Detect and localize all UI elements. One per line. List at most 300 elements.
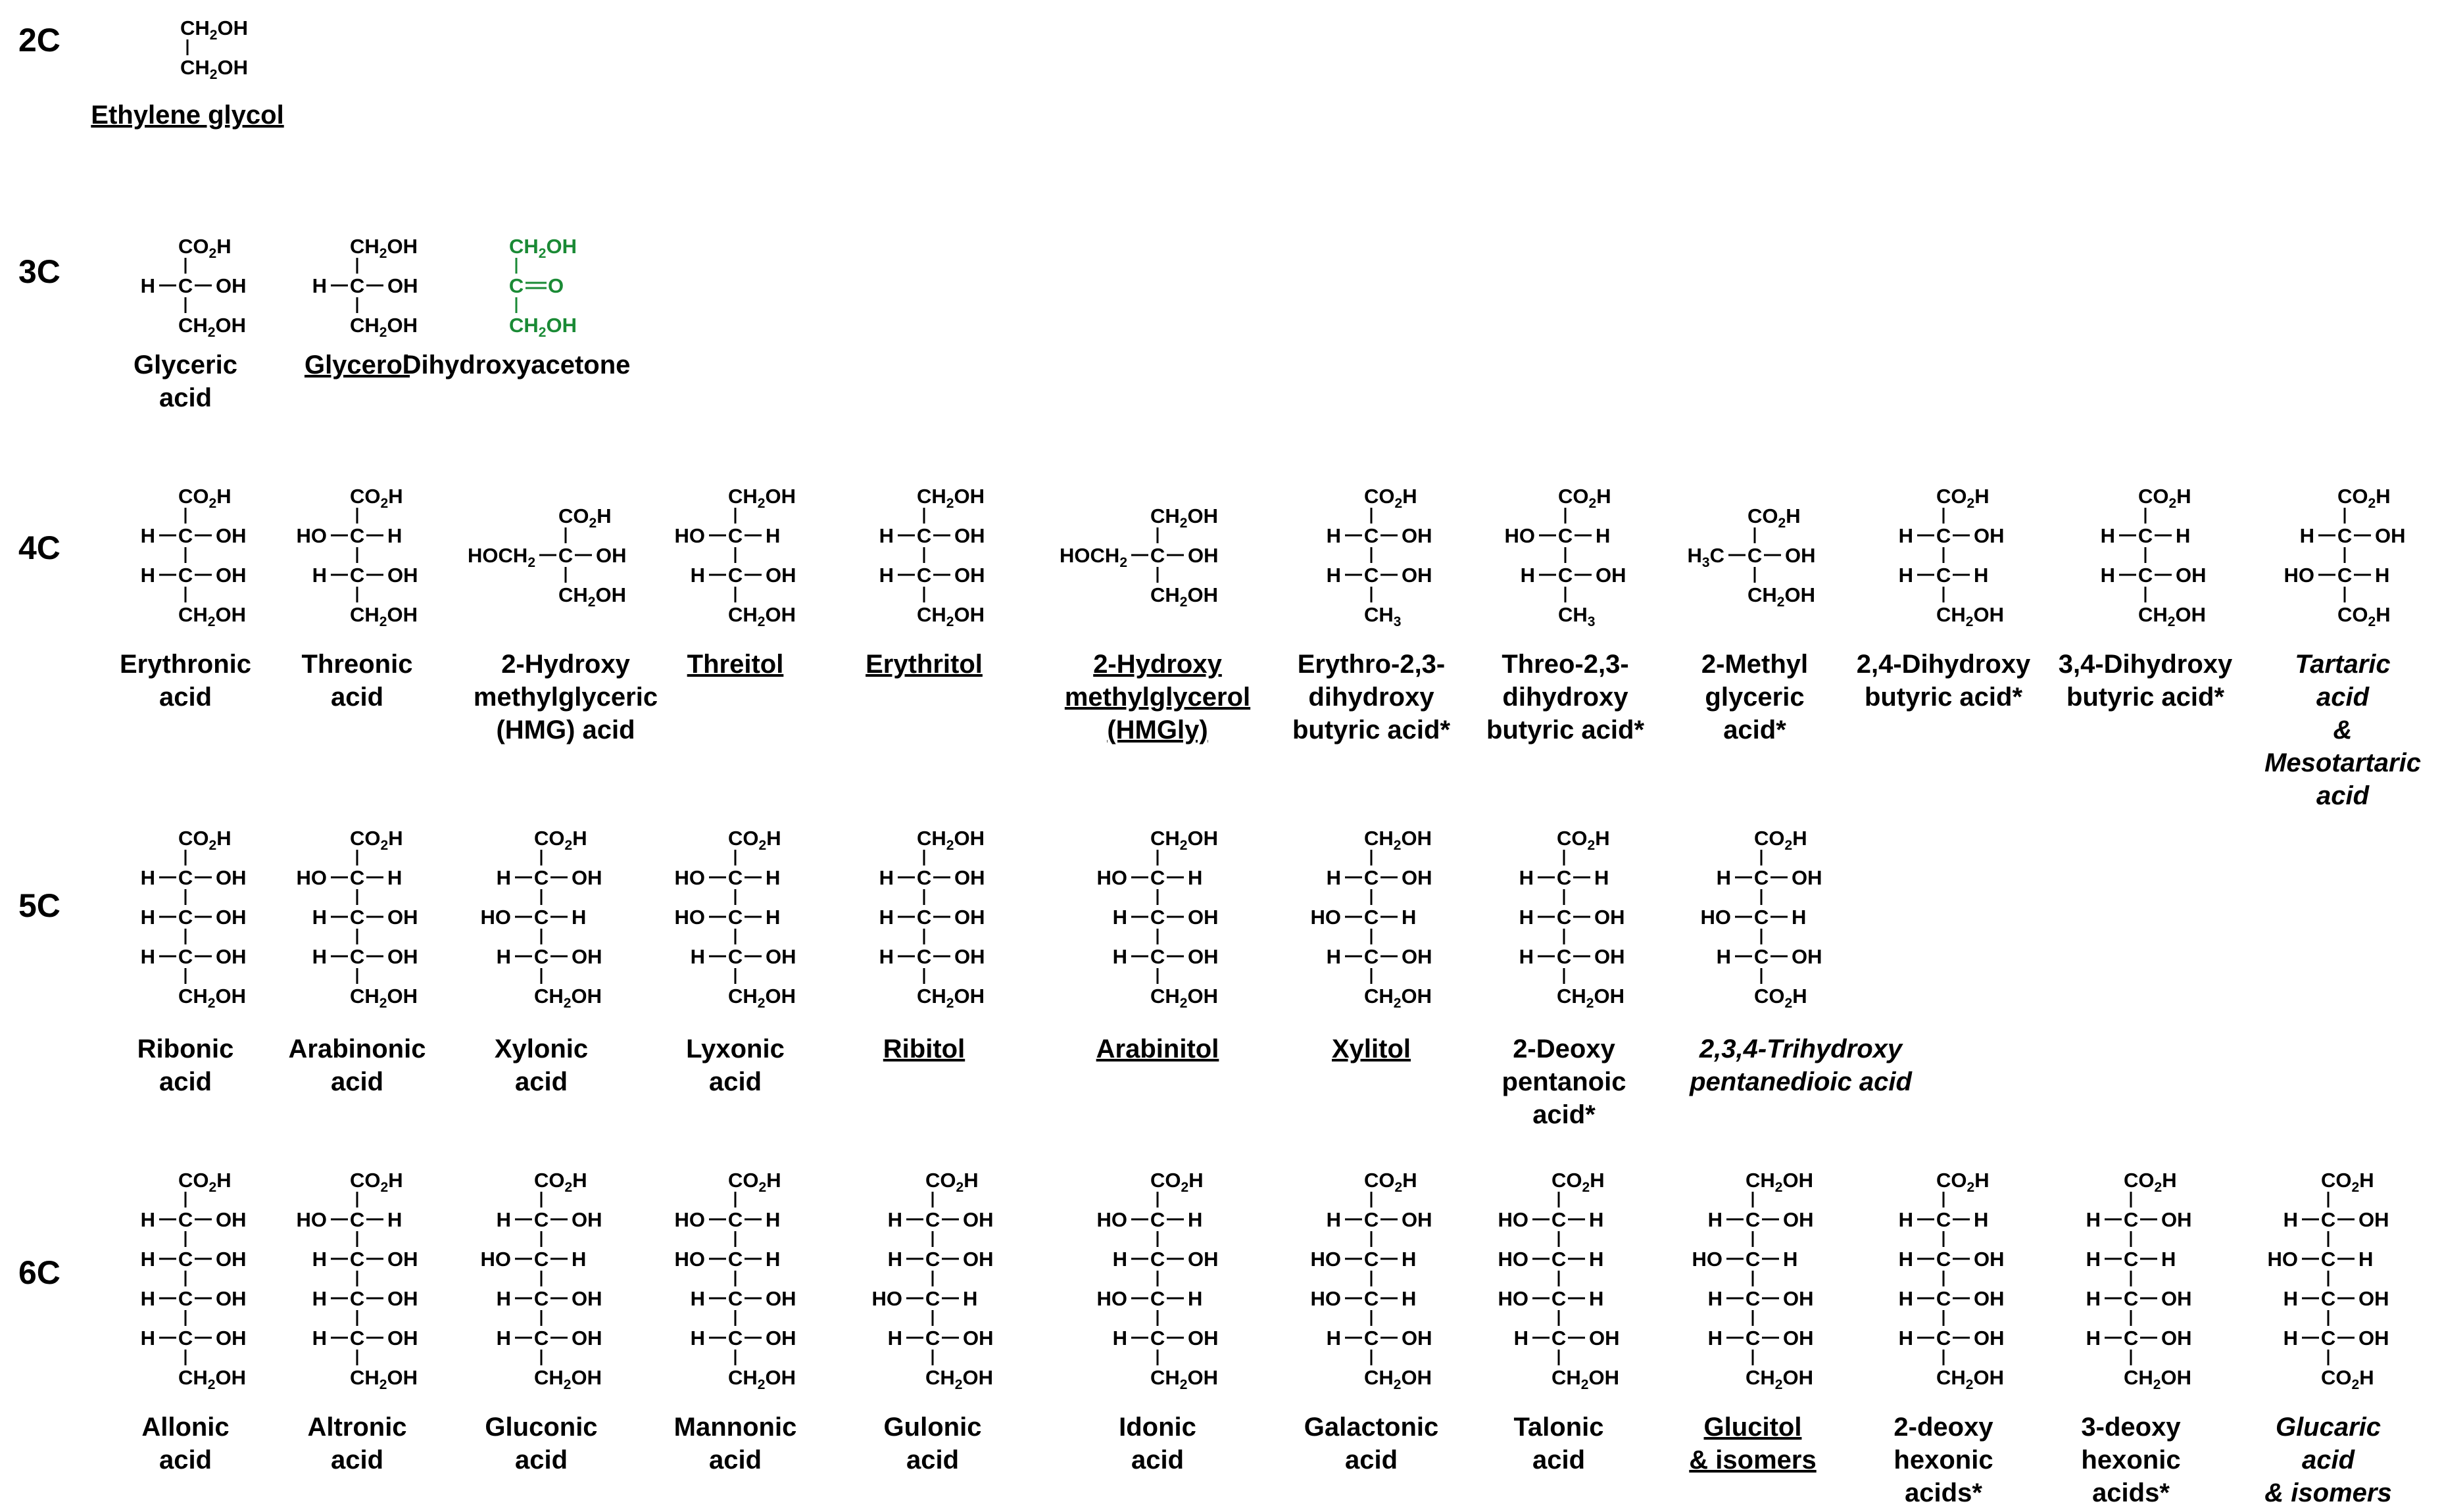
terminal-group: $CH_2OH$ — [1150, 504, 1218, 531]
name-line: hexonic — [1893, 1446, 1993, 1475]
name-line: 2,3,4-Trihydroxy — [1699, 1035, 1903, 1063]
carbon-atom: C — [1363, 866, 1379, 889]
left-substituent: H — [1519, 905, 1534, 929]
carbon-atom: C — [1745, 1247, 1761, 1271]
carbon-atom: C — [2320, 1286, 2336, 1310]
terminal-group: $CO_2H$ — [178, 1168, 232, 1195]
carbon-atom: C — [178, 944, 193, 968]
name-line: Threitol — [687, 650, 784, 679]
terminal-group: $CH_2OH$ — [350, 234, 418, 261]
right-substituent: OH — [2161, 1326, 2192, 1350]
right-substituent: OH — [1594, 905, 1625, 929]
name-trihydroxy-pentanedioic — [1669, 1033, 1932, 1098]
carbon-atom: C — [533, 1326, 549, 1350]
terminal-group: $CO_2H$ — [1747, 504, 1801, 531]
terminal-group: $CO_2H$ — [2124, 1168, 2177, 1195]
terminal-group: $CH_2OH$ — [2138, 602, 2206, 629]
name-line: Threonic — [301, 650, 413, 679]
right-substituent: OH — [216, 1207, 247, 1231]
carbon-atom: C — [727, 1326, 743, 1350]
carbon-atom: C — [349, 905, 365, 929]
right-substituent: OH — [1402, 524, 1432, 547]
left-substituent: H — [140, 905, 155, 929]
left-substituent: H — [690, 1326, 705, 1350]
left-substituent: H — [312, 905, 327, 929]
carbon-atom: C — [558, 543, 574, 567]
carbon-atom: C — [533, 1286, 549, 1310]
left-substituent: H — [1898, 1326, 1913, 1350]
right-substituent: OH — [1589, 1326, 1620, 1350]
left-substituent: HO — [1096, 1286, 1127, 1310]
carbon-atom: C — [178, 905, 193, 929]
right-substituent: OH — [387, 1247, 418, 1271]
name-line: (HMG) acid — [496, 716, 635, 744]
left-substituent: HO — [1700, 905, 1731, 929]
name-line: & — [2333, 716, 2353, 744]
left-substituent: H — [496, 1326, 511, 1350]
terminal-group: $CH_2OH$ — [728, 1365, 796, 1392]
carbon-atom: C — [178, 866, 193, 889]
carbon-atom: C — [508, 274, 524, 297]
right-substituent: OH — [1783, 1207, 1814, 1231]
name-line: acid — [159, 1067, 212, 1096]
terminal-group: $CO_2H$ — [1754, 826, 1807, 853]
terminal-group: $CH_2OH$ — [917, 602, 985, 629]
name-line: Threo-2,3- — [1502, 650, 1629, 679]
left-substituent: HO — [871, 1286, 902, 1310]
right-substituent: OH — [1596, 563, 1626, 587]
carbon-atom: C — [1753, 905, 1769, 929]
carbon-atom: C — [1150, 543, 1165, 567]
right-substituent: OH — [1974, 524, 2005, 547]
carbon-atom: C — [178, 274, 193, 297]
right-substituent: OH — [766, 1326, 796, 1350]
right-substituent: H — [963, 1286, 978, 1310]
right-substituent: H — [766, 1207, 781, 1231]
name-line: Ribitol — [883, 1035, 965, 1063]
terminal-group: $CH_2OH$ — [178, 313, 246, 340]
left-substituent: HO — [1096, 866, 1127, 889]
carbon-atom: C — [349, 1326, 365, 1350]
left-substituent: H — [496, 1286, 511, 1310]
right-substituent: H — [1596, 524, 1611, 547]
carbon-atom: C — [1936, 1326, 1951, 1350]
right-substituent: OH — [1974, 1247, 2005, 1271]
left-substituent: H — [1707, 1286, 1722, 1310]
carbon-atom: C — [727, 1247, 743, 1271]
name-line: Erythronic — [119, 650, 252, 679]
terminal-group: $CH_2OH$ — [509, 234, 577, 261]
right-substituent: OH — [216, 905, 247, 929]
carbon-atom: C — [2337, 563, 2353, 587]
right-substituent: H — [1783, 1247, 1798, 1271]
right-substituent: OH — [1974, 1326, 2005, 1350]
structure-ethylene — [102, 13, 273, 82]
name-line: acid — [159, 1446, 212, 1475]
left-substituent: H — [690, 1286, 705, 1310]
carbon-atom: C — [178, 1286, 193, 1310]
carbon-atom: C — [178, 524, 193, 547]
carbon-atom: C — [727, 563, 743, 587]
right-substituent: OH — [216, 1326, 247, 1350]
oxygen-atom: O — [547, 274, 564, 297]
right-substituent: OH — [2358, 1326, 2389, 1350]
carbon-atom: C — [178, 1207, 193, 1231]
carbon-atom: C — [916, 944, 932, 968]
left-substituent: H — [312, 563, 327, 587]
terminal-group: $CH_2OH$ — [1747, 583, 1815, 610]
terminal-group: $CO_2H$ — [1557, 826, 1610, 853]
left-substituent: $H_3C$ — [1687, 543, 1724, 570]
name-line: acid — [2301, 1446, 2355, 1475]
terminal-group: $CO_2H$ — [2321, 1168, 2374, 1195]
left-substituent: HO — [674, 866, 705, 889]
left-substituent: H — [140, 1247, 155, 1271]
name-line: Gulonic — [883, 1413, 982, 1442]
carbon-atom: C — [1745, 1326, 1761, 1350]
name-line: dihydroxy — [1308, 683, 1434, 712]
terminal-group: $CO_2H$ — [2321, 1365, 2374, 1392]
name-line: Arabinitol — [1096, 1035, 1219, 1063]
carbon-atom: C — [916, 524, 932, 547]
carbon-atom: C — [916, 866, 932, 889]
name-line: 2-Methyl — [1701, 650, 1809, 679]
right-substituent: H — [1589, 1247, 1604, 1271]
right-substituent: OH — [572, 1207, 602, 1231]
left-substituent: H — [1716, 944, 1731, 968]
carbon-atom: C — [1363, 905, 1379, 929]
name-line: Allonic — [141, 1413, 230, 1442]
right-substituent: OH — [2358, 1286, 2389, 1310]
compound-gulonic — [801, 1165, 1064, 1396]
carbon-atom: C — [349, 274, 365, 297]
carbon-atom: C — [1363, 1247, 1379, 1271]
name-line: acid — [514, 1446, 568, 1475]
terminal-group: $CO_2H$ — [350, 826, 403, 853]
carbon-atom: C — [1745, 1286, 1761, 1310]
name-line: Glucaric — [2275, 1413, 2381, 1442]
left-substituent: HO — [1310, 905, 1341, 929]
left-substituent: H — [2086, 1326, 2101, 1350]
right-substituent: OH — [954, 563, 985, 587]
name-line: butyric acid* — [1486, 716, 1645, 744]
terminal-group: $CH_2OH$ — [1364, 826, 1432, 853]
left-substituent: HO — [2283, 563, 2314, 587]
name-line: acid — [2316, 781, 2370, 810]
right-substituent: OH — [2375, 524, 2406, 547]
left-substituent: H — [140, 274, 155, 297]
name-line: acid — [514, 1067, 568, 1096]
left-substituent: H — [1326, 1326, 1341, 1350]
name-line: Gluconic — [485, 1413, 598, 1442]
left-substituent: H — [140, 1326, 155, 1350]
right-substituent: OH — [387, 905, 418, 929]
carbon-atom: C — [1551, 1207, 1567, 1231]
terminal-group: $CH_2OH$ — [2124, 1365, 2191, 1392]
carbon-atom: C — [1150, 1247, 1165, 1271]
name-line: acid — [1131, 1446, 1184, 1475]
right-substituent: H — [766, 524, 781, 547]
left-substituent: H — [140, 563, 155, 587]
right-substituent: OH — [766, 1286, 796, 1310]
right-substituent: OH — [1792, 944, 1822, 968]
right-substituent: H — [1402, 1286, 1417, 1310]
left-substituent: H — [1326, 524, 1341, 547]
carbon-atom: C — [1363, 563, 1379, 587]
carbon-atom: C — [1745, 1207, 1761, 1231]
name-line: Erythritol — [866, 650, 983, 679]
right-substituent: OH — [1792, 866, 1822, 889]
carbon-atom: C — [178, 1326, 193, 1350]
right-substituent: OH — [1188, 905, 1219, 929]
terminal-group: $CH_2OH$ — [350, 1365, 418, 1392]
carbon-atom: C — [1753, 866, 1769, 889]
terminal-group: $CH_2OH$ — [728, 484, 796, 511]
right-substituent: OH — [2161, 1286, 2192, 1310]
right-substituent: OH — [1783, 1286, 1814, 1310]
left-substituent: H — [1326, 1207, 1341, 1231]
row-label-6c: 6C — [18, 1254, 61, 1291]
compound-ribitol — [793, 823, 1056, 1014]
right-substituent: H — [387, 1207, 403, 1231]
right-substituent: H — [1188, 866, 1203, 889]
carbon-atom: C — [1150, 944, 1165, 968]
name-line: 3,4-Dihydroxy — [2058, 650, 2233, 679]
left-substituent: H — [1112, 1247, 1127, 1271]
terminal-group: $CO_2H$ — [558, 504, 612, 531]
right-substituent: OH — [216, 524, 247, 547]
name-line: dihydroxy — [1502, 683, 1628, 712]
left-substituent: H — [1112, 905, 1127, 929]
name-dihydroxyacetone — [385, 349, 648, 381]
right-substituent: OH — [1594, 944, 1625, 968]
right-substituent: OH — [954, 524, 985, 547]
name-line: acid — [159, 683, 212, 712]
terminal-group: $CH_2OH$ — [178, 602, 246, 629]
terminal-group: $CO_2H$ — [178, 234, 232, 261]
left-substituent: H — [2086, 1247, 2101, 1271]
carbon-atom: C — [1936, 524, 1951, 547]
name-line: Altronic — [307, 1413, 407, 1442]
carbon-atom: C — [727, 1286, 743, 1310]
name-line: acids* — [1905, 1478, 1982, 1507]
right-substituent: H — [1974, 1207, 1989, 1231]
terminal-group: $CH_2OH$ — [558, 583, 626, 610]
name-line: & isomers — [2264, 1478, 2392, 1507]
right-substituent: OH — [216, 1247, 247, 1271]
right-substituent: OH — [766, 563, 796, 587]
left-substituent: HO — [296, 524, 327, 547]
name-line: Glucitol — [1703, 1413, 1802, 1442]
carbon-atom: C — [349, 524, 365, 547]
terminal-group: $CH_3$ — [1364, 602, 1402, 629]
left-substituent: H — [496, 944, 511, 968]
right-substituent: OH — [1402, 563, 1432, 587]
terminal-group: $CO_2H$ — [2337, 602, 2391, 629]
left-substituent: HO — [1692, 1247, 1722, 1271]
right-substituent: OH — [1402, 1326, 1432, 1350]
right-substituent: OH — [954, 905, 985, 929]
right-substituent: H — [387, 866, 403, 889]
right-substituent: OH — [963, 1326, 994, 1350]
right-substituent: OH — [2176, 563, 2207, 587]
right-substituent: OH — [387, 1286, 418, 1310]
terminal-group: $CH_2OH$ — [534, 1365, 602, 1392]
right-substituent: H — [2176, 524, 2191, 547]
left-substituent: H — [1513, 1326, 1528, 1350]
left-substituent: H — [496, 1207, 511, 1231]
carbon-atom: C — [2123, 1326, 2139, 1350]
left-substituent: H — [140, 866, 155, 889]
carbon-atom: C — [2123, 1207, 2139, 1231]
carbon-atom: C — [1363, 1207, 1379, 1231]
left-substituent: H — [140, 1207, 155, 1231]
right-substituent: OH — [1188, 1247, 1219, 1271]
right-substituent: H — [766, 866, 781, 889]
left-substituent: H — [1707, 1207, 1722, 1231]
left-substituent: H — [2283, 1326, 2298, 1350]
terminal-group: $CH_2OH$ — [350, 602, 418, 629]
right-substituent: H — [766, 905, 781, 929]
right-substituent: H — [766, 1247, 781, 1271]
right-substituent: OH — [2358, 1207, 2389, 1231]
right-substituent: OH — [963, 1247, 994, 1271]
name-line: methylglycerol — [1064, 683, 1251, 712]
left-substituent: H — [140, 944, 155, 968]
terminal-group: $CO_2H$ — [1364, 484, 1417, 511]
carbon-atom: C — [2137, 563, 2153, 587]
name-line: 2-deoxy — [1893, 1413, 1993, 1442]
carbon-atom: C — [1936, 563, 1951, 587]
carbon-atom: C — [2123, 1247, 2139, 1271]
structure-glucaric — [2197, 1165, 2442, 1396]
right-substituent: OH — [954, 944, 985, 968]
left-substituent: HO — [480, 1247, 511, 1271]
left-substituent: H — [2100, 524, 2115, 547]
right-substituent: H — [2375, 563, 2390, 587]
left-substituent: H — [2100, 563, 2115, 587]
name-line: Idonic — [1119, 1413, 1196, 1442]
carbon-atom: C — [533, 944, 549, 968]
structure-trihydroxy-pentanedioic — [1630, 823, 1893, 1014]
carbon-atom: C — [1753, 944, 1769, 968]
right-substituent: OH — [387, 944, 418, 968]
name-line: butyric acid* — [2066, 683, 2225, 712]
terminal-group: $CH_2OH$ — [1150, 984, 1218, 1011]
right-substituent: OH — [2161, 1207, 2192, 1231]
left-substituent: H — [1520, 563, 1535, 587]
name-line: Tartaric — [2295, 650, 2391, 679]
left-substituent: H — [1112, 944, 1127, 968]
terminal-group: $CO_2H$ — [2138, 484, 2191, 511]
right-substituent: H — [1188, 1207, 1203, 1231]
name-line: acid — [1532, 1446, 1586, 1475]
terminal-group: $CH_2OH$ — [178, 1365, 246, 1392]
terminal-group: $CH_2OH$ — [1364, 1365, 1432, 1392]
structure-gulonic — [801, 1165, 1064, 1396]
terminal-group: $CO_2H$ — [1936, 1168, 1990, 1195]
left-substituent: HO — [674, 905, 705, 929]
right-substituent: H — [1402, 905, 1417, 929]
terminal-group: $CO_2H$ — [534, 826, 587, 853]
carbon-atom: C — [727, 1207, 743, 1231]
carbon-atom: C — [533, 866, 549, 889]
right-substituent: H — [1188, 1286, 1203, 1310]
name-line: acid — [159, 383, 212, 412]
left-substituent: H — [312, 944, 327, 968]
carbon-atom: C — [925, 1286, 940, 1310]
left-substituent: H — [879, 524, 894, 547]
right-substituent: H — [387, 524, 403, 547]
compound-tartaric — [2213, 481, 2442, 633]
terminal-group: $CO_2H$ — [1150, 1168, 1204, 1195]
terminal-group: $CH_2OH$ — [534, 984, 602, 1011]
right-substituent: OH — [572, 1286, 602, 1310]
terminal-group: $CH_2OH$ — [180, 55, 248, 82]
carbon-atom: C — [178, 1247, 193, 1271]
left-substituent: H — [496, 866, 511, 889]
right-substituent: OH — [387, 563, 418, 587]
carbon-atom: C — [925, 1207, 940, 1231]
left-substituent: HO — [1310, 1247, 1341, 1271]
name-ribitol — [793, 1033, 1056, 1065]
carbon-atom: C — [349, 563, 365, 587]
structure-tartaric — [2213, 481, 2442, 633]
carbon-atom: C — [1150, 905, 1165, 929]
left-substituent: H — [1898, 563, 1913, 587]
carbon-atom: C — [1556, 944, 1572, 968]
name-line: Ribonic — [137, 1035, 234, 1063]
terminal-group: $CO_2H$ — [350, 1168, 403, 1195]
terminal-group: $CH_2OH$ — [1364, 984, 1432, 1011]
carbon-atom: C — [925, 1247, 940, 1271]
compound-trihydroxy-pentanedioic — [1630, 823, 1893, 1014]
name-line: & isomers — [1689, 1446, 1817, 1475]
carbon-atom: C — [1551, 1326, 1567, 1350]
structure-erythritol — [793, 481, 1056, 633]
left-substituent: H — [887, 1207, 902, 1231]
terminal-group: $CH_2OH$ — [917, 484, 985, 511]
right-substituent: OH — [572, 1326, 602, 1350]
compound-dihydroxyacetone — [385, 232, 648, 343]
left-substituent: H — [879, 563, 894, 587]
left-substituent: H — [2299, 524, 2314, 547]
terminal-group: $CH_3$ — [1558, 602, 1596, 629]
right-substituent: H — [1792, 905, 1807, 929]
left-substituent: HO — [296, 866, 327, 889]
left-substituent: H — [887, 1326, 902, 1350]
terminal-group: $CO_2H$ — [2337, 484, 2391, 511]
left-substituent: H — [2086, 1286, 2101, 1310]
right-substituent: OH — [216, 563, 247, 587]
carbon-atom: C — [2337, 524, 2353, 547]
terminal-group: $CO_2H$ — [1558, 484, 1611, 511]
carbon-atom: C — [1363, 944, 1379, 968]
right-substituent: OH — [387, 1326, 418, 1350]
carbon-atom: C — [925, 1326, 940, 1350]
name-line: Arabinonic — [288, 1035, 426, 1063]
name-line: acid — [330, 1446, 384, 1475]
name-line: 2,4-Dihydroxy — [1856, 650, 2031, 679]
right-substituent: OH — [1974, 1286, 2005, 1310]
left-substituent: $HOCH_2$ — [1060, 543, 1127, 570]
left-substituent: HO — [2267, 1247, 2298, 1271]
left-substituent: H — [690, 563, 705, 587]
terminal-group: $CH_2OH$ — [180, 16, 248, 43]
carbon-atom: C — [2320, 1326, 2336, 1350]
left-substituent: H — [1112, 1326, 1127, 1350]
right-substituent: OH — [572, 866, 602, 889]
